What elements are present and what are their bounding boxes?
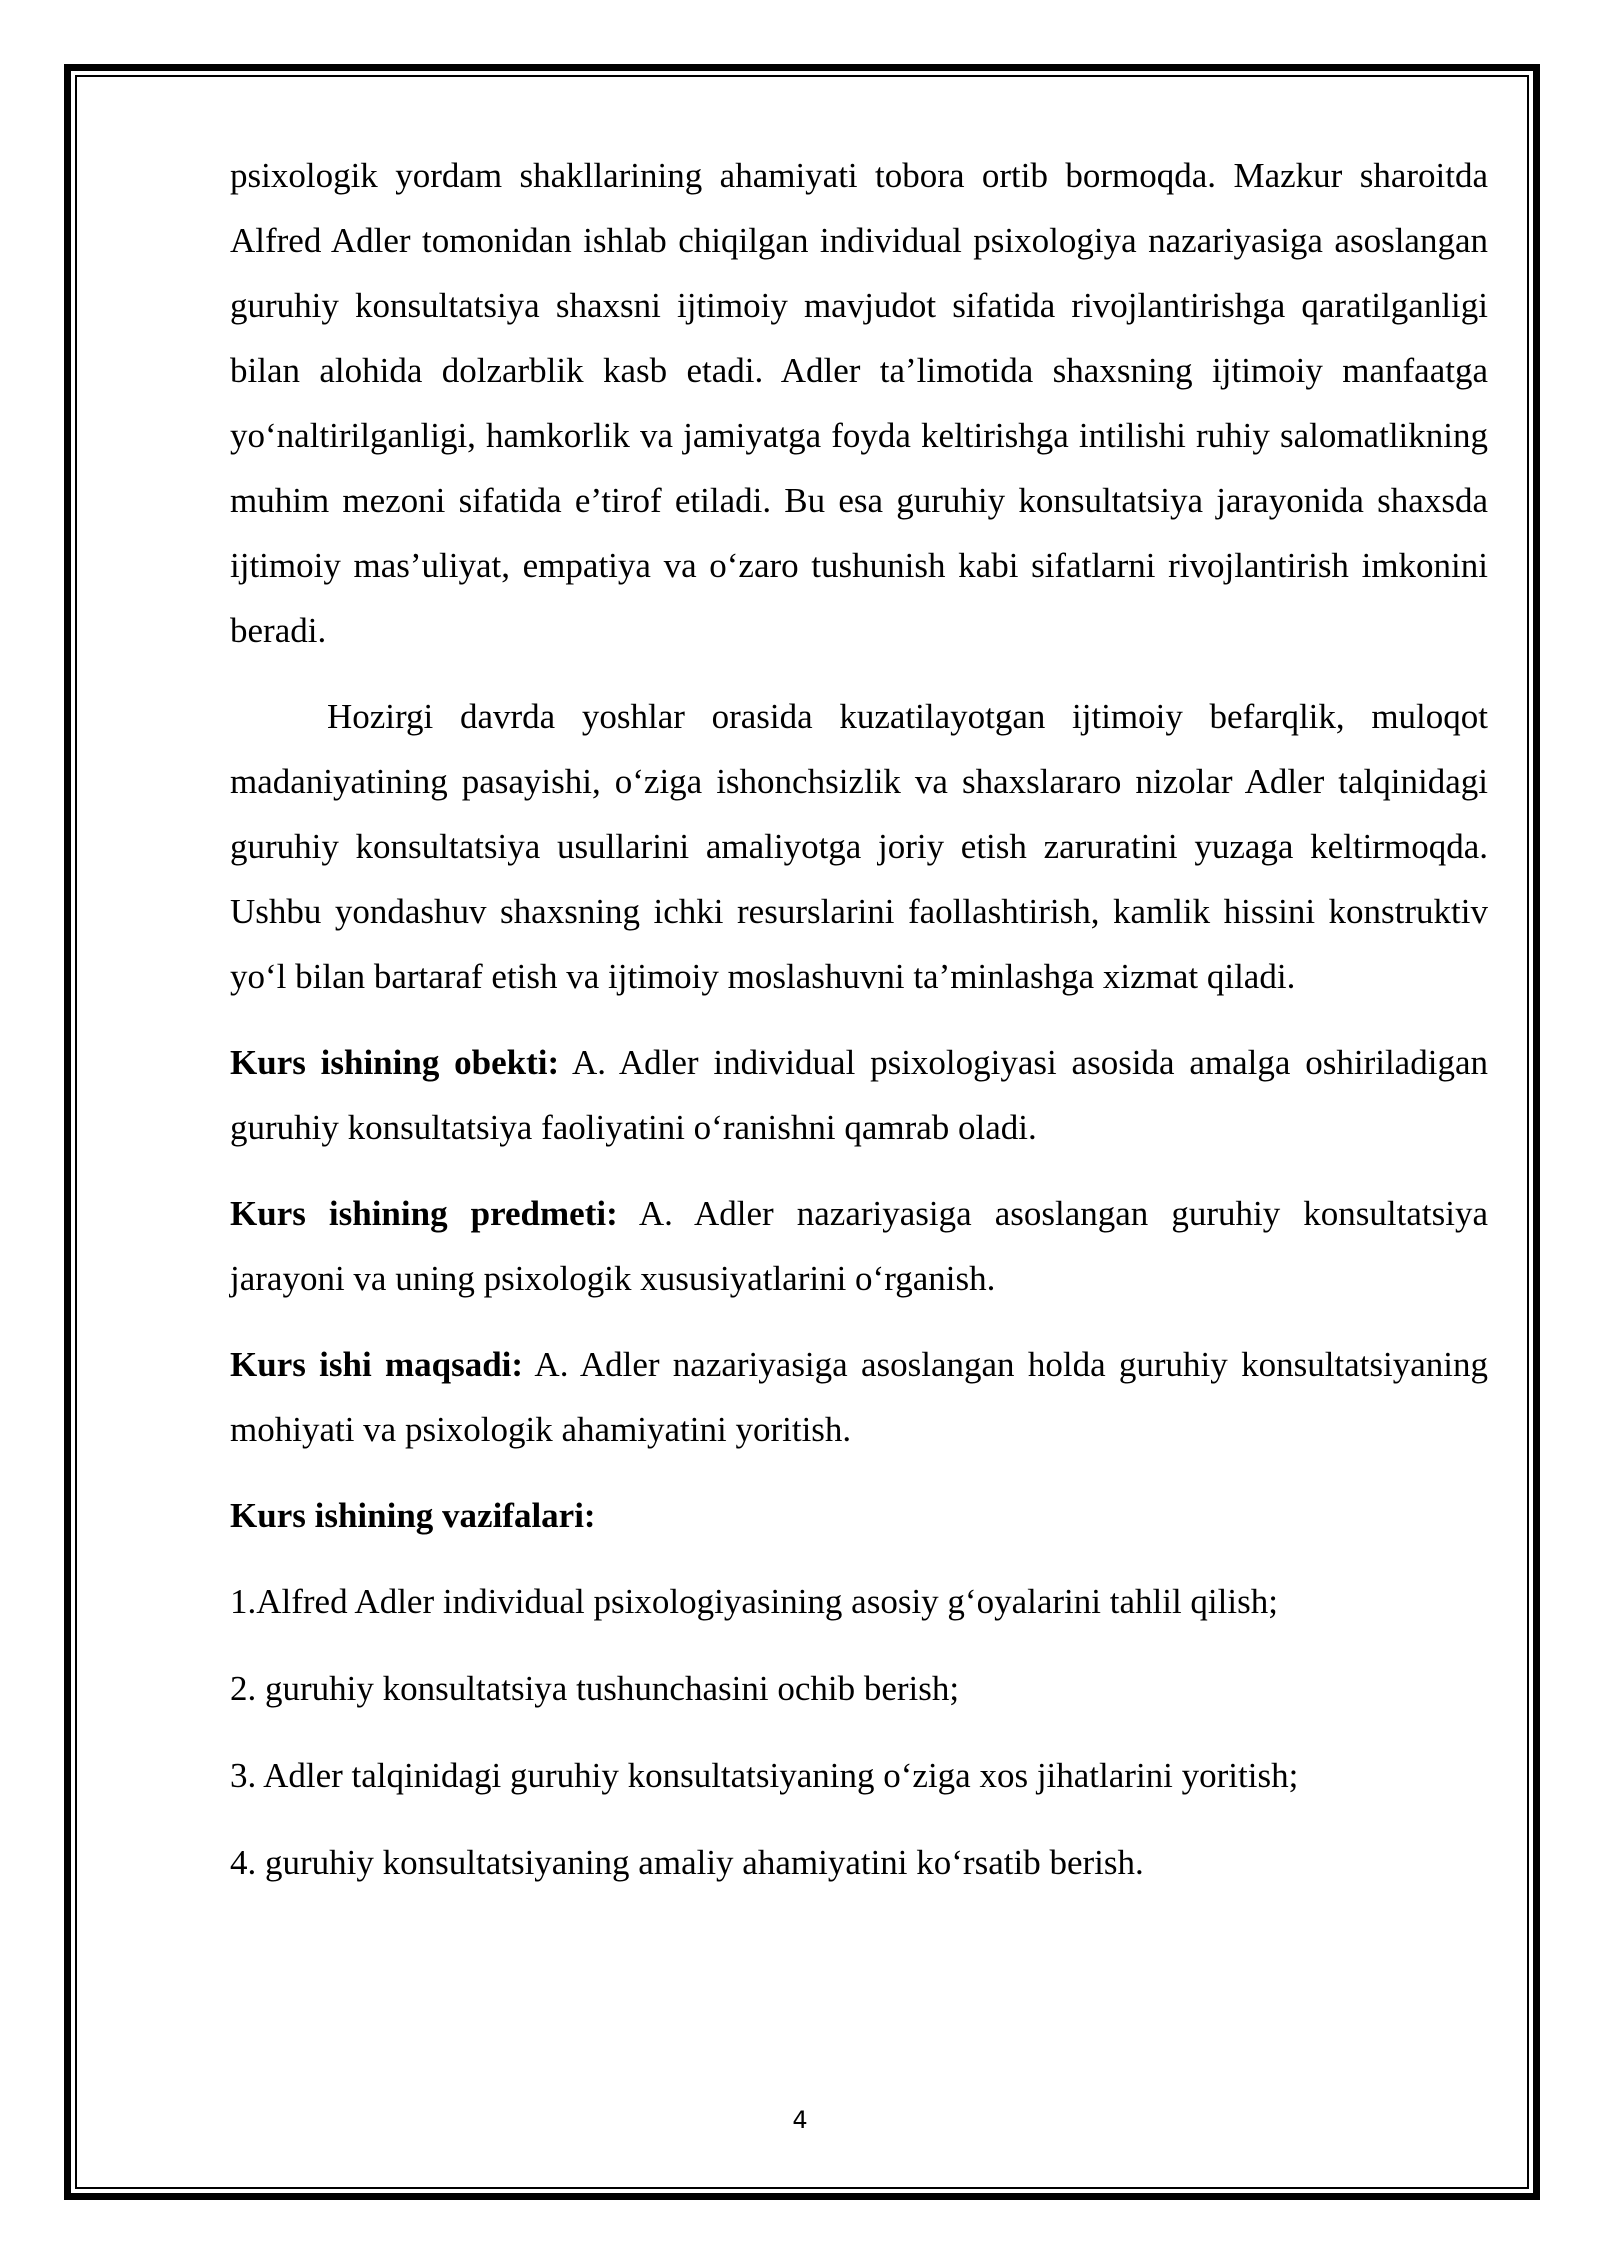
- course-tasks-heading: Kurs ishining vazifalari:: [230, 1496, 596, 1535]
- task-item-1: 1.Alfred Adler individual psixologiyasining asosiy g‘oyalarini tahlil qilish;: [230, 1582, 1278, 1621]
- task-item-3: 3. Adler talqinidagi guruhiy konsultatsiyaning o‘ziga xos jihatlarini yoritish;: [230, 1756, 1299, 1795]
- course-goal-text: A. Adler nazariyasiga asoslangan holda guruhiy konsultatsiyaning mohiyati va psixologik ahamiyatini yoritish.: [230, 1345, 1489, 1449]
- course-object-label: Kurs ishining obekti:: [230, 1043, 560, 1082]
- task-item-2: 2. guruhiy konsultatsiya tushunchasini ochib berish;: [230, 1669, 960, 1708]
- page-number: 4: [792, 2106, 808, 2134]
- course-subject-label: Kurs ishining predmeti:: [230, 1194, 618, 1233]
- course-object: [230, 1030, 1488, 1160]
- course-object-text: A. Adler individual psixologiyasi asosida amalga oshiriladigan guruhiy konsultatsiya faoliyatini o‘ranishni qamrab oladi.: [230, 1043, 1488, 1147]
- course-subject: [230, 1181, 1488, 1311]
- course-goal-label: Kurs ishi maqsadi:: [230, 1345, 524, 1384]
- course-subject-text: A. Adler nazariyasiga asoslangan guruhiy konsultatsiya jarayoni va uning psixologik xususiyatlarini o‘rganish.: [230, 1194, 1488, 1298]
- paragraph-intro: psixologik yordam shakllarining ahamiyati tobora ortib bormoqda. Mazkur sharoitda Alfred Adler tomonidan ishlab chiqilgan individual psixologiya nazariyasiga asoslangan guruhiy konsultatsiya shaxsni ijtimoiy mavjudot sifatida rivojlantirishga qaratilganligi bilan alohida dolzarblik kasb etadi. Adler ta’limotida shaxsning ijtimoiy manfaatga yo‘naltirilganligi, hamkorlik va jamiyatga foyda keltirishga intilishi ruhiy salomatlikning muhim mezoni sifatida e’tirof etiladi. Bu esa guruhiy konsultatsiya jarayonida shaxsda ijtimoiy mas’uliyat, empatiya va o‘zaro tushunish kabi sifatlarni rivojlantirish imkonini beradi.: [230, 156, 1488, 650]
- paragraph-relevance: Hozirgi davrda yoshlar orasida kuzatilayotgan ijtimoiy befarqlik, muloqot madaniyatining pasayishi, o‘ziga ishonchsizlik va shaxslararo nizolar Adler talqinidagi guruhiy konsultatsiya usullarini amaliyotga joriy etish zaruratini yuzaga keltirmoqda. Ushbu yondashuv shaxsning ichki resurslarini faollashtirish, kamlik hissini konstruktiv yo‘l bilan bartaraf etish va ijtimoiy moslashuvni ta’minlashga xizmat qiladi.: [230, 697, 1488, 996]
- course-goal: [230, 1332, 1488, 1462]
- task-item-4: 4. guruhiy konsultatsiyaning amaliy ahamiyatini ko‘rsatib berish.: [230, 1843, 1144, 1882]
- document-body: [230, 143, 1488, 1917]
